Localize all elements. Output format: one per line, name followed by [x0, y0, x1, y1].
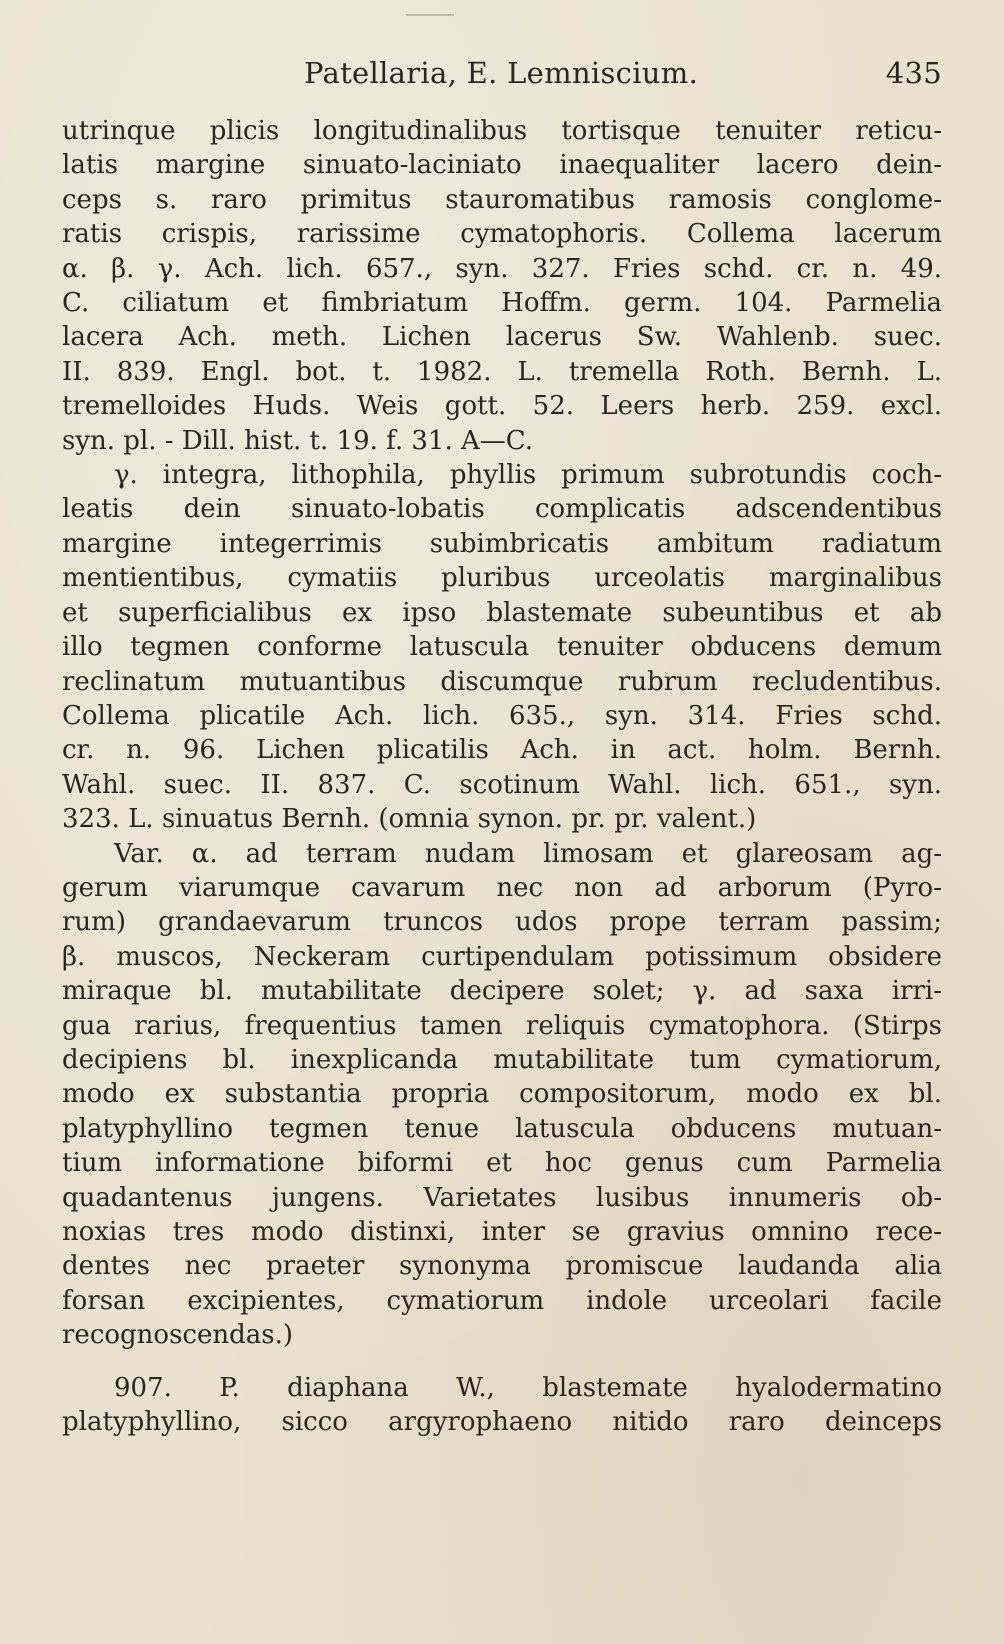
text-line: gua rarius, frequentius tamen reliquis cymatophora. (Stirps [62, 1010, 942, 1041]
text-line: cr. n. 96. Lichen plicatilis Ach. in act. holm. Bernh. [62, 735, 942, 766]
text-line: Var. α. ad terram nudam limosam et glareosam ag- [114, 838, 942, 869]
paragraph-lacerum [62, 114, 942, 458]
text-line: reclinatum mutuantibus discumque rubrum recludentibus. [62, 666, 942, 697]
text-line: ratis crispis, rarissime cymatophoris. Collema lacerum [62, 219, 942, 250]
text-line: et superficialibus ex ipso blastemate subeuntibus et ab [62, 597, 942, 628]
page-mark [406, 14, 454, 16]
text-line: 323. L. sinuatus Bernh. (omnia synon. pr. pr. valent.) [62, 804, 757, 835]
text-line: tremelloides Huds. Weis gott. 52. Leers herb. 259. excl. [62, 391, 942, 422]
page-header [62, 52, 942, 98]
text-line: recognoscendas.) [62, 1320, 294, 1351]
running-title: Patellaria, E. Lemniscium. [304, 56, 699, 90]
paragraph-gap [62, 1353, 942, 1371]
paragraph-diaphana [62, 1371, 942, 1440]
text-line: lacera Ach. meth. Lichen lacerus Sw. Wahlenb. suec. [62, 322, 942, 353]
page-number: 435 [885, 56, 942, 90]
paragraph-varietates [62, 837, 942, 1353]
text-line: Wahl. suec. II. 837. C. scotinum Wahl. lich. 651., syn. [62, 769, 942, 800]
text-line: ceps s. raro primitus stauromatibus ramosis conglome- [62, 184, 942, 215]
body-text [62, 114, 942, 1439]
text-line: mentientibus, cymatiis pluribus urceolatis marginalibus [62, 563, 942, 594]
text-line: quadantenus jungens. Varietates lusibus innumeris ob- [62, 1182, 942, 1213]
text-line: α. β. γ. Ach. lich. 657., syn. 327. Fries schd. cr. n. 49. [62, 253, 942, 284]
text-line: decipiens bl. inexplicanda mutabilitate tum cymatiorum, [62, 1044, 942, 1075]
text-line: 907. P. diaphana W., blastemate hyalodermatino [114, 1372, 942, 1403]
paragraph-integra [62, 458, 942, 836]
text-line: platyphyllino tegmen tenue latuscula obducens mutuan- [62, 1113, 942, 1144]
book-page [62, 52, 942, 1439]
text-line: γ. integra, lithophila, phyllis primum subrotundis coch- [114, 460, 942, 491]
text-line: leatis dein sinuato-lobatis complicatis adscendentibus [62, 494, 942, 525]
text-line: illo tegmen conforme latuscula tenuiter obducens demum [62, 632, 942, 663]
text-line: dentes nec praeter synonyma promiscue laudanda alia [62, 1251, 942, 1282]
text-line: C. ciliatum et fimbriatum Hoffm. germ. 104. Parmelia [62, 288, 942, 319]
text-line: rum) grandaevarum truncos udos prope terram passim; [62, 907, 942, 938]
text-line: II. 839. Engl. bot. t. 1982. L. tremella Roth. Bernh. L. [62, 356, 942, 387]
text-line: margine integerrimis subimbricatis ambitum radiatum [62, 528, 942, 559]
text-line: gerum viarumque cavarum nec non ad arborum (Pyro- [62, 872, 942, 903]
text-line: β. muscos, Neckeram curtipendulam potissimum obsidere [62, 941, 942, 972]
text-line: syn. pl. - Dill. hist. t. 19. f. 31. A—C. [62, 425, 533, 456]
text-line: modo ex substantia propria compositorum, modo ex bl. [62, 1079, 942, 1110]
text-line: platyphyllino, sicco argyrophaeno nitido raro deinceps [62, 1407, 942, 1438]
text-line: forsan excipientes, cymatiorum indole urceolari facile [62, 1285, 942, 1316]
text-line: noxias tres modo distinxi, inter se gravius omnino rece- [62, 1217, 942, 1247]
text-line: tium informatione biformi et hoc genus cum Parmelia [62, 1148, 942, 1179]
text-line: utrinque plicis longitudinalibus tortisque tenuiter reticu- [62, 116, 942, 146]
text-line: Collema plicatile Ach. lich. 635., syn. 314. Fries schd. [62, 700, 942, 731]
text-line: miraque bl. mutabilitate decipere solet; γ. ad saxa irri- [62, 976, 942, 1007]
text-line: latis margine sinuato-laciniato inaequaliter lacero dein- [62, 150, 942, 181]
